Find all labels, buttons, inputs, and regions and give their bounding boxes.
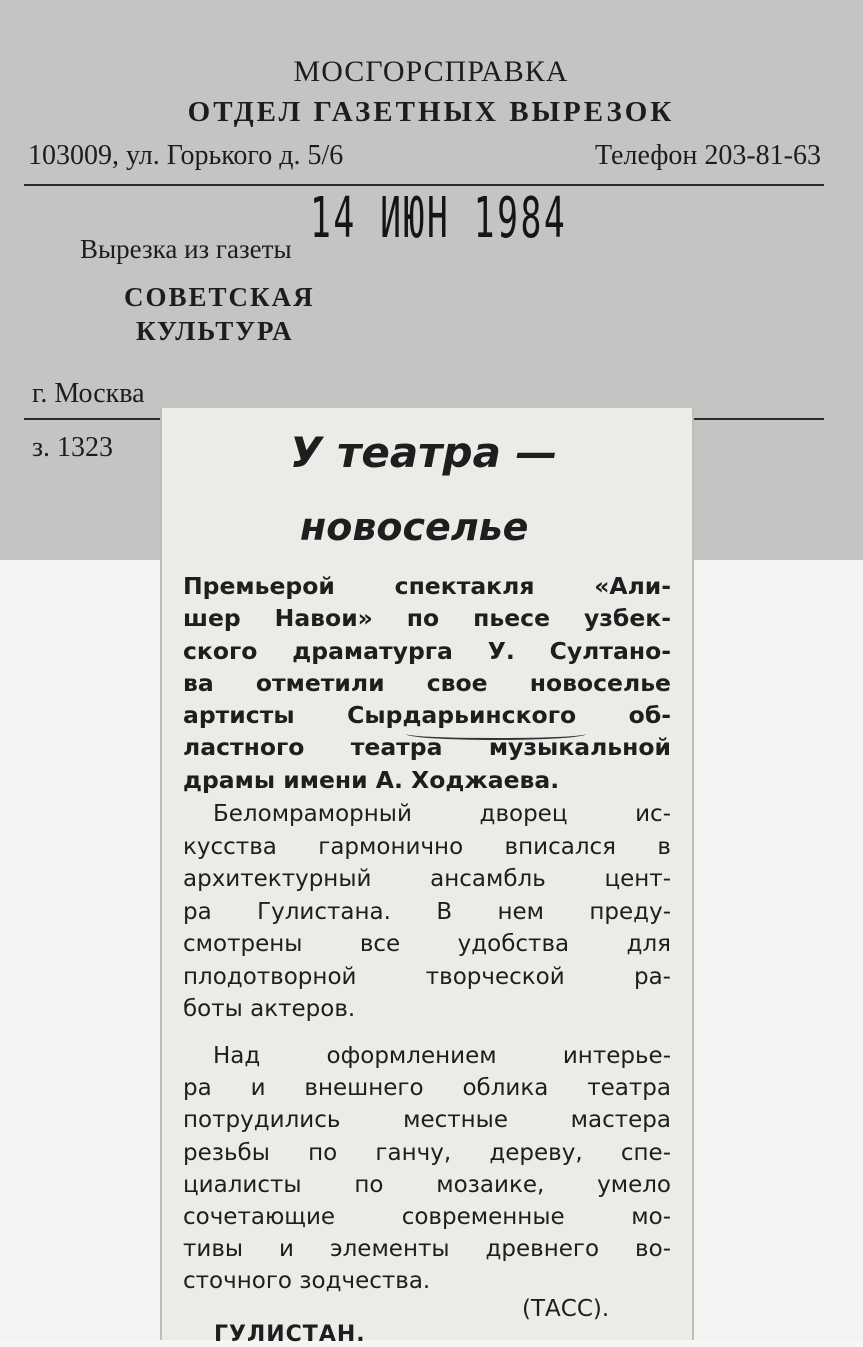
text-line: смотрены все удобства для (183, 931, 671, 957)
text-line: плодотворной творческой ра- (183, 963, 671, 990)
body-paragraph-2 (183, 798, 671, 1026)
order-number: з. 1323 (32, 432, 114, 463)
text-line: ва отметили свое новоселье (183, 668, 671, 697)
text-line: потрудились местные мастера (183, 1107, 671, 1134)
text-line: ра и внешнего облика театра (183, 1075, 671, 1102)
text-line: драмы имени А. Ходжаева. (183, 765, 560, 794)
text-line: Над оформлением интерье- (213, 1043, 671, 1069)
text-line: резьбы по ганчу, дереву, спе- (183, 1139, 671, 1166)
text-line: архитектурный ансамбль цент- (183, 866, 671, 892)
text-line: шер Навои» по пьесе узбек- (183, 604, 671, 633)
text-line: тивы и элементы древнего во- (183, 1236, 671, 1263)
news-source: (ТАСС). (522, 1296, 610, 1322)
text-line: Беломраморный дворец ис- (213, 801, 671, 827)
city-label: г. Москва (32, 378, 145, 409)
text-line: кусства гармонично вписался в (183, 833, 671, 860)
headline-line1: У театра — (290, 428, 558, 477)
text-line: ластного театра музыкальной (183, 733, 671, 762)
agency-phone: Телефон 203-81-63 (595, 140, 821, 171)
agency-address: 103009, ул. Горького д. 5/6 (28, 140, 344, 171)
text-line: сочетающие современные мо- (183, 1204, 671, 1231)
clipping-label: Вырезка из газеты (80, 234, 292, 264)
newspaper-name-line1: СОВЕТСКАЯ (124, 282, 315, 312)
text-line: ского драматурга У. Султано- (183, 636, 671, 665)
date-stamp: 14 ИЮН 1984 (310, 186, 568, 251)
body-paragraph-3 (183, 1040, 671, 1298)
article-dateline: ГУЛИСТАН. (214, 1322, 366, 1347)
newspaper-name-line2: КУЛЬТУРА (136, 316, 294, 346)
pen-underline (406, 728, 586, 740)
text-line: боты актеров. (183, 996, 356, 1022)
agency-name: МОСГОРСПРАВКА (293, 55, 569, 88)
headline-line2: новоселье (300, 505, 529, 549)
text-line: артисты Сырдарьинского об- (183, 701, 671, 730)
text-line: ра Гулистана. В нем преду- (183, 898, 671, 925)
lead-paragraph (183, 570, 671, 796)
text-line: сточного зодчества. (183, 1268, 431, 1295)
text-line: Премьерой спектакля «Али- (183, 572, 671, 600)
text-line: циалисты по мозаике, умело (183, 1171, 671, 1198)
department-name: ОТДЕЛ ГАЗЕТНЫХ ВЫРЕЗОК (187, 96, 675, 128)
